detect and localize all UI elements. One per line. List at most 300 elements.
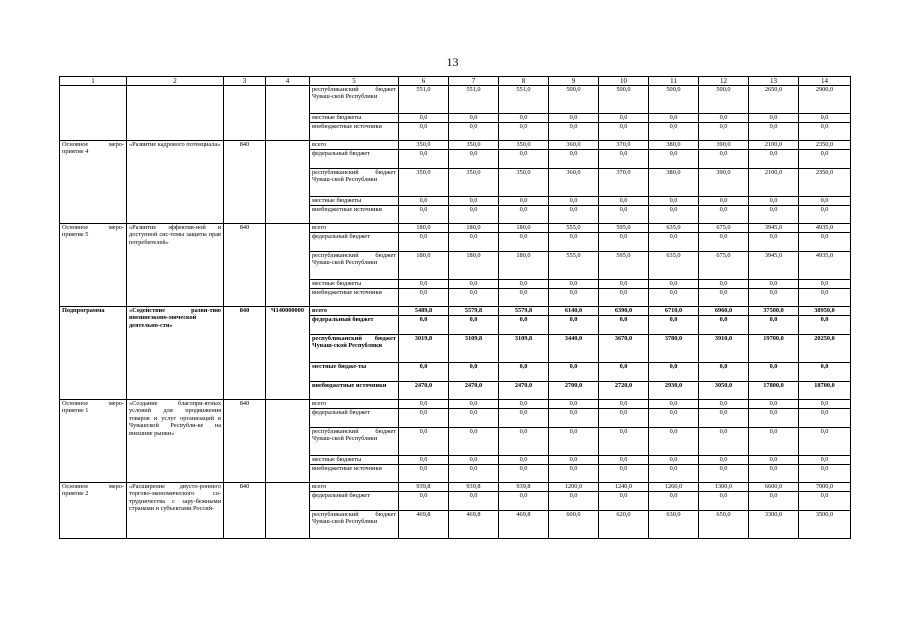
amount-cell: 0,0 (799, 150, 851, 169)
amount-cell: 17800,0 (749, 382, 799, 400)
amount-cell: 0,0 (699, 316, 749, 335)
funding-source: всего (310, 141, 399, 150)
funding-source: местные бюдже-ты (310, 363, 399, 382)
amount-cell: 1300,0 (699, 483, 749, 492)
budget-code (266, 483, 310, 539)
amount-cell: 0,0 (749, 456, 799, 465)
amount-cell: 6710,0 (649, 307, 699, 316)
amount-cell: 0,0 (449, 492, 499, 511)
amount-cell: 0,0 (399, 465, 449, 483)
amount-cell: 0,0 (399, 492, 449, 511)
amount-cell: 350,0 (449, 169, 499, 197)
amount-cell: 0,0 (499, 280, 549, 289)
amount-cell: 6960,0 (699, 307, 749, 316)
amount-cell: 0,0 (699, 409, 749, 428)
funding-source: федеральный бюджет (310, 150, 399, 169)
column-header: 6 (399, 77, 449, 86)
amount-cell: 0,0 (399, 400, 449, 409)
amount-cell: 2100,0 (749, 169, 799, 197)
amount-cell: 0,0 (599, 206, 649, 224)
amount-cell: 500,0 (649, 86, 699, 114)
amount-cell: 939,8 (449, 483, 499, 492)
amount-cell: 0,0 (449, 409, 499, 428)
amount-cell: 0,0 (549, 400, 599, 409)
amount-cell: 0,0 (549, 289, 599, 307)
measure-title: «Содействие разви-тию внешнеэконо-мической деятельно-сти» (127, 307, 224, 400)
amount-cell: 500,0 (599, 86, 649, 114)
amount-cell: 0,0 (599, 114, 649, 123)
amount-cell: 2720,0 (599, 382, 649, 400)
amount-cell: 0,0 (799, 409, 851, 428)
amount-cell: 0,0 (599, 428, 649, 456)
amount-cell: 0,0 (599, 363, 649, 382)
amount-cell: 0,0 (399, 409, 449, 428)
funding-source: федеральный бюджет (310, 409, 399, 428)
column-header: 11 (649, 77, 699, 86)
amount-cell: 1260,0 (649, 483, 699, 492)
amount-cell: 0,0 (549, 150, 599, 169)
amount-cell: 0,0 (449, 123, 499, 141)
amount-cell: 3945,0 (749, 224, 799, 233)
funding-source: федеральный бюджет (310, 316, 399, 335)
amount-cell: 2470,0 (399, 382, 449, 400)
amount-cell: 3300,0 (749, 511, 799, 539)
amount-cell: 0,0 (549, 316, 599, 335)
amount-cell: 0,0 (749, 428, 799, 456)
measure-name: Основное меро-приятие 5 (60, 224, 127, 307)
column-header: 3 (224, 77, 266, 86)
amount-cell: 600,0 (549, 511, 599, 539)
amount-cell: 2470,0 (449, 382, 499, 400)
amount-cell: 0,0 (549, 428, 599, 456)
amount-cell: 4935,0 (799, 224, 851, 233)
amount-cell: 939,8 (399, 483, 449, 492)
amount-cell: 0,0 (749, 289, 799, 307)
amount-cell: 0,0 (499, 123, 549, 141)
amount-cell: 0,0 (549, 465, 599, 483)
measure-title: «Создание благопри-ятных условий для продвижения товаров и услуг организаций в Чувашской Республи-ке на внешние рынки» (127, 400, 224, 483)
amount-cell: 370,0 (599, 169, 649, 197)
amount-cell: 0,0 (499, 289, 549, 307)
amount-cell: 0,0 (799, 123, 851, 141)
amount-cell: 0,0 (649, 363, 699, 382)
amount-cell: 0,0 (449, 465, 499, 483)
funding-source: всего (310, 224, 399, 233)
amount-cell: 595,0 (599, 224, 649, 233)
amount-cell: 0,0 (399, 150, 449, 169)
amount-cell: 19700,0 (749, 335, 799, 363)
amount-cell: 0,0 (549, 206, 599, 224)
amount-cell: 3440,0 (549, 335, 599, 363)
table-row (60, 141, 851, 150)
amount-cell: 0,0 (599, 492, 649, 511)
amount-cell: 0,0 (399, 316, 449, 335)
amount-cell: 0,0 (549, 492, 599, 511)
amount-cell: 0,0 (449, 114, 499, 123)
measure-title: «Развитие эффектив-ной и доступной сис-темы защиты прав потребителей» (127, 224, 224, 307)
amount-cell: 6140,0 (549, 307, 599, 316)
amount-cell: 0,0 (599, 123, 649, 141)
amount-cell: 0,0 (599, 456, 649, 465)
amount-cell: 0,0 (699, 114, 749, 123)
amount-cell: 0,0 (799, 280, 851, 289)
amount-cell: 0,0 (549, 280, 599, 289)
amount-cell: 38950,0 (799, 307, 851, 316)
amount-cell: 630,0 (649, 511, 699, 539)
amount-cell: 555,0 (549, 224, 599, 233)
budget-code (266, 141, 310, 224)
amount-cell: 0,0 (449, 233, 499, 252)
amount-cell: 0,0 (449, 280, 499, 289)
amount-cell: 20250,0 (799, 335, 851, 363)
amount-cell: 0,0 (599, 150, 649, 169)
amount-cell: 0,0 (499, 428, 549, 456)
amount-cell: 0,0 (599, 289, 649, 307)
amount-cell: 500,0 (699, 86, 749, 114)
column-header: 7 (449, 77, 499, 86)
amount-cell: 0,0 (649, 456, 699, 465)
column-header: 2 (127, 77, 224, 86)
amount-cell: 0,0 (399, 206, 449, 224)
amount-cell: 551,0 (499, 86, 549, 114)
amount-cell: 0,0 (399, 428, 449, 456)
amount-cell: 0,0 (799, 465, 851, 483)
funding-source: местные бюджеты (310, 456, 399, 465)
amount-cell: 0,0 (699, 197, 749, 206)
amount-cell: 551,0 (399, 86, 449, 114)
amount-cell: 3109,8 (499, 335, 549, 363)
amount-cell: 0,0 (499, 197, 549, 206)
amount-cell: 350,0 (399, 169, 449, 197)
amount-cell: 0,0 (449, 400, 499, 409)
amount-cell: 0,0 (799, 400, 851, 409)
amount-cell: 0,0 (499, 456, 549, 465)
amount-cell: 0,0 (699, 400, 749, 409)
amount-cell: 469,8 (499, 511, 549, 539)
amount-cell: 0,0 (699, 492, 749, 511)
amount-cell: 3910,0 (699, 335, 749, 363)
column-header: 10 (599, 77, 649, 86)
amount-cell: 0,0 (399, 289, 449, 307)
column-header: 5 (310, 77, 399, 86)
amount-cell: 0,0 (749, 233, 799, 252)
amount-cell: 469,8 (399, 511, 449, 539)
amount-cell: 0,0 (549, 456, 599, 465)
amount-cell: 3780,0 (649, 335, 699, 363)
funding-source: всего (310, 400, 399, 409)
amount-cell: 0,0 (599, 233, 649, 252)
amount-cell: 675,0 (699, 252, 749, 280)
amount-cell: 0,0 (799, 363, 851, 382)
amount-cell: 0,0 (399, 280, 449, 289)
budget-table (59, 76, 851, 539)
amount-cell: 0,0 (399, 197, 449, 206)
amount-cell: 0,0 (649, 206, 699, 224)
amount-cell: 0,0 (599, 316, 649, 335)
measure-name: Основное меро-приятие 1 (60, 400, 127, 483)
funding-source: местные бюджеты (310, 114, 399, 123)
amount-cell: 5579,8 (499, 307, 549, 316)
amount-cell: 0,0 (449, 363, 499, 382)
amount-cell: 3500,0 (799, 511, 851, 539)
funding-source: республиканский бюджет Чуваш-ской Республики (310, 252, 399, 280)
amount-cell: 0,0 (749, 197, 799, 206)
amount-cell: 0,0 (599, 465, 649, 483)
amount-cell: 3019,8 (399, 335, 449, 363)
funding-source: республиканский бюджет Чуваш-ской Республики (310, 86, 399, 114)
amount-cell: 635,0 (649, 224, 699, 233)
amount-cell: 0,0 (649, 280, 699, 289)
amount-cell: 675,0 (699, 224, 749, 233)
amount-cell: 0,0 (449, 456, 499, 465)
amount-cell: 0,0 (699, 363, 749, 382)
amount-cell: 2930,0 (649, 382, 699, 400)
amount-cell: 350,0 (449, 141, 499, 150)
amount-cell: 0,0 (749, 280, 799, 289)
amount-cell: 0,0 (449, 289, 499, 307)
amount-cell: 3945,0 (749, 252, 799, 280)
amount-cell: 0,0 (699, 123, 749, 141)
amount-cell: 5489,8 (399, 307, 449, 316)
amount-cell: 180,0 (399, 252, 449, 280)
amount-cell: 0,0 (449, 197, 499, 206)
funding-source: местные бюджеты (310, 280, 399, 289)
amount-cell: 0,0 (749, 123, 799, 141)
funding-source: федеральный бюджет (310, 492, 399, 511)
amount-cell: 595,0 (599, 252, 649, 280)
amount-cell: 0,0 (749, 400, 799, 409)
column-header: 13 (749, 77, 799, 86)
measure-title: «Расширение двусто-роннего торгово-экономического со-трудничества с зару-бежными странами и субъектами Россий- (127, 483, 224, 539)
budget-code (266, 400, 310, 483)
amount-cell: 0,0 (499, 316, 549, 335)
amount-cell: 0,0 (449, 428, 499, 456)
amount-cell: 0,0 (699, 233, 749, 252)
amount-cell: 555,0 (549, 252, 599, 280)
amount-cell: 0,0 (749, 363, 799, 382)
amount-cell: 0,0 (499, 409, 549, 428)
amount-cell: 0,0 (399, 123, 449, 141)
amount-cell: 390,0 (699, 169, 749, 197)
amount-cell: 380,0 (649, 169, 699, 197)
amount-cell: 0,0 (499, 492, 549, 511)
amount-cell: 180,0 (449, 252, 499, 280)
amount-cell: 0,0 (649, 150, 699, 169)
funding-source: республиканский бюджет Чуваш-ской Республики (310, 169, 399, 197)
amount-cell: 2350,0 (799, 169, 851, 197)
table-row (60, 307, 851, 316)
amount-cell: 620,0 (599, 511, 649, 539)
amount-cell: 0,0 (549, 197, 599, 206)
amount-cell: 0,0 (499, 206, 549, 224)
amount-cell: 0,0 (799, 316, 851, 335)
responsible-code: 840 (224, 483, 266, 539)
column-header: 9 (549, 77, 599, 86)
amount-cell: 0,0 (699, 428, 749, 456)
amount-cell: 0,0 (799, 456, 851, 465)
amount-cell: 5579,8 (449, 307, 499, 316)
amount-cell: 551,0 (449, 86, 499, 114)
amount-cell: 0,0 (649, 114, 699, 123)
amount-cell: 3050,0 (699, 382, 749, 400)
amount-cell: 0,0 (549, 233, 599, 252)
column-header: 14 (799, 77, 851, 86)
amount-cell: 0,0 (749, 316, 799, 335)
amount-cell: 180,0 (399, 224, 449, 233)
amount-cell: 0,0 (649, 233, 699, 252)
amount-cell: 0,0 (749, 492, 799, 511)
amount-cell: 0,0 (599, 409, 649, 428)
amount-cell: 0,0 (399, 233, 449, 252)
amount-cell: 360,0 (549, 169, 599, 197)
amount-cell: 0,0 (649, 316, 699, 335)
budget-code: Ч140000000 (266, 307, 310, 400)
funding-source: внебюджетные источники (310, 123, 399, 141)
amount-cell: 350,0 (499, 141, 549, 150)
amount-cell: 1240,0 (599, 483, 649, 492)
column-header: 4 (266, 77, 310, 86)
amount-cell: 2350,0 (799, 141, 851, 150)
funding-source: всего (310, 483, 399, 492)
amount-cell: 635,0 (649, 252, 699, 280)
amount-cell: 0,0 (799, 289, 851, 307)
amount-cell: 390,0 (699, 141, 749, 150)
amount-cell: 4935,0 (799, 252, 851, 280)
amount-cell: 0,0 (449, 316, 499, 335)
funding-source: республиканский бюджет Чуваш-ской Республики (310, 511, 399, 539)
amount-cell: 0,0 (549, 123, 599, 141)
amount-cell: 0,0 (699, 456, 749, 465)
funding-source: местные бюджеты (310, 197, 399, 206)
funding-source: республиканский бюджет Чуваш-ской Республики (310, 428, 399, 456)
responsible-code: 840 (224, 141, 266, 224)
funding-source: республиканский бюджет Чуваш-ской Республики (310, 335, 399, 363)
amount-cell: 6390,0 (599, 307, 649, 316)
amount-cell: 3109,8 (449, 335, 499, 363)
page-number: 13 (446, 55, 459, 69)
amount-cell: 0,0 (649, 428, 699, 456)
amount-cell: 469,8 (449, 511, 499, 539)
amount-cell: 180,0 (499, 224, 549, 233)
amount-cell: 0,0 (449, 150, 499, 169)
table-row (60, 224, 851, 233)
funding-source: внебюджетные источники (310, 289, 399, 307)
amount-cell: 180,0 (449, 224, 499, 233)
amount-cell: 0,0 (549, 114, 599, 123)
amount-cell: 2100,0 (749, 141, 799, 150)
amount-cell: 0,0 (399, 114, 449, 123)
amount-cell: 0,0 (599, 400, 649, 409)
amount-cell: 0,0 (799, 233, 851, 252)
funding-source: всего (310, 307, 399, 316)
responsible-code (224, 86, 266, 141)
amount-cell: 360,0 (549, 141, 599, 150)
amount-cell: 180,0 (499, 252, 549, 280)
amount-cell: 380,0 (649, 141, 699, 150)
measure-title: «Развитие кадрового потенциала» (127, 141, 224, 224)
amount-cell: 0,0 (799, 206, 851, 224)
amount-cell: 3670,0 (599, 335, 649, 363)
amount-cell: 0,0 (499, 233, 549, 252)
amount-cell: 18700,0 (799, 382, 851, 400)
table-row (60, 400, 851, 409)
budget-code (266, 86, 310, 141)
amount-cell: 1200,0 (549, 483, 599, 492)
amount-cell: 500,0 (549, 86, 599, 114)
amount-cell: 0,0 (699, 206, 749, 224)
amount-cell: 370,0 (599, 141, 649, 150)
responsible-code: 840 (224, 400, 266, 483)
amount-cell: 0,0 (399, 456, 449, 465)
measure-name: Основное меро-приятие 4 (60, 141, 127, 224)
amount-cell: 0,0 (749, 409, 799, 428)
amount-cell: 0,0 (699, 465, 749, 483)
amount-cell: 0,0 (699, 280, 749, 289)
amount-cell: 2470,0 (499, 382, 549, 400)
amount-cell: 0,0 (499, 465, 549, 483)
amount-cell: 2700,0 (549, 382, 599, 400)
measure-name (60, 86, 127, 141)
measure-title (127, 86, 224, 141)
amount-cell: 0,0 (399, 363, 449, 382)
amount-cell: 0,0 (749, 114, 799, 123)
amount-cell: 0,0 (649, 400, 699, 409)
measure-name: Основное меро-приятие 2 (60, 483, 127, 539)
header-row (60, 77, 851, 86)
responsible-code: 840 (224, 307, 266, 400)
amount-cell: 0,0 (649, 197, 699, 206)
amount-cell: 0,0 (799, 197, 851, 206)
amount-cell: 0,0 (749, 465, 799, 483)
table-row (60, 86, 851, 114)
amount-cell: 939,8 (499, 483, 549, 492)
amount-cell: 2900,0 (799, 86, 851, 114)
amount-cell: 0,0 (499, 363, 549, 382)
amount-cell: 650,0 (699, 511, 749, 539)
amount-cell: 7000,0 (799, 483, 851, 492)
funding-source: федеральный бюджет (310, 233, 399, 252)
funding-source: внебюджетные источники (310, 382, 399, 400)
budget-code (266, 224, 310, 307)
responsible-code: 840 (224, 224, 266, 307)
amount-cell: 0,0 (649, 465, 699, 483)
funding-source: внебюджетные источники (310, 206, 399, 224)
amount-cell: 37500,0 (749, 307, 799, 316)
amount-cell: 0,0 (749, 206, 799, 224)
amount-cell: 0,0 (599, 280, 649, 289)
amount-cell: 0,0 (649, 123, 699, 141)
column-header: 8 (499, 77, 549, 86)
amount-cell: 0,0 (549, 409, 599, 428)
funding-source: внебюджетные источники (310, 465, 399, 483)
amount-cell: 0,0 (649, 289, 699, 307)
amount-cell: 0,0 (799, 492, 851, 511)
amount-cell: 0,0 (799, 114, 851, 123)
amount-cell: 0,0 (699, 150, 749, 169)
amount-cell: 2650,0 (749, 86, 799, 114)
column-header: 1 (60, 77, 127, 86)
amount-cell: 6600,0 (749, 483, 799, 492)
amount-cell: 350,0 (499, 169, 549, 197)
table-body (60, 86, 851, 539)
amount-cell: 0,0 (649, 409, 699, 428)
amount-cell: 0,0 (499, 400, 549, 409)
table-row (60, 483, 851, 492)
amount-cell: 0,0 (449, 206, 499, 224)
amount-cell: 0,0 (799, 428, 851, 456)
amount-cell: 0,0 (649, 492, 699, 511)
amount-cell: 0,0 (599, 197, 649, 206)
